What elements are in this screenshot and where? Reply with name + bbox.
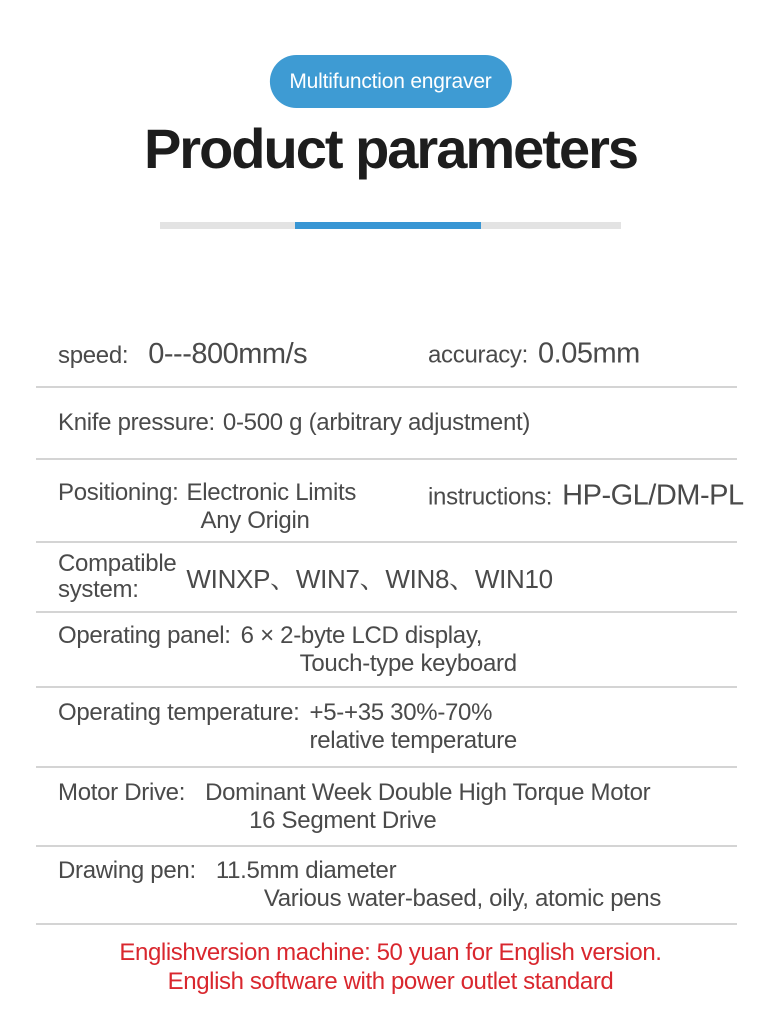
operating-temperature-pair	[58, 699, 517, 755]
footer-note-line1: Englishversion machine: 50 yuan for English version.	[119, 939, 662, 966]
param-row-knife-pressure	[36, 388, 737, 460]
motor-drive-value-line1: Dominant Week Double High Torque Motor	[205, 778, 651, 806]
positioning-value-line1: Electronic Limits	[186, 478, 357, 506]
parameters-table	[36, 322, 744, 925]
drawing-pen-value	[216, 857, 661, 913]
drawing-pen-value-line1: 11.5mm diameter	[215, 857, 397, 884]
title-divider	[160, 222, 621, 229]
knife-pressure-pair	[58, 409, 530, 437]
operating-panel-value-line1: 6 × 2-byte LCD display,	[240, 621, 483, 649]
compatible-system-label-line1: Compatible	[58, 550, 177, 577]
param-row-operating-temperature	[36, 688, 737, 768]
speed-label: speed:	[58, 341, 129, 369]
operating-temperature-value	[310, 699, 517, 755]
positioning-value	[186, 479, 356, 535]
page-title: Product parameters	[143, 117, 638, 180]
drawing-pen-pair	[58, 857, 661, 913]
instructions-value: HP-GL/DM-PL	[562, 479, 744, 512]
compatible-system-value: WINXP、WIN7、WIN8、WIN10	[186, 563, 553, 594]
accuracy-value: 0.05mm	[538, 337, 640, 370]
operating-panel-value	[241, 622, 517, 678]
motor-drive-pair	[58, 779, 650, 835]
speed-value: 0---800mm/s	[148, 337, 308, 370]
positioning-label: Positioning:	[58, 478, 179, 506]
footer-note	[0, 938, 781, 996]
operating-panel-pair	[58, 622, 517, 678]
footer-note-line2: English software with power outlet standard	[167, 968, 614, 995]
category-badge-label: Multifunction engraver	[289, 70, 492, 93]
category-badge	[269, 55, 511, 108]
operating-temperature-value-line1: +5-+35 30%-70%	[309, 699, 493, 726]
motor-drive-value-line2: 16 Segment Drive	[249, 806, 437, 834]
compatible-system-pair	[58, 551, 553, 603]
speed-pair	[58, 338, 307, 371]
compatible-system-label-line2: system:	[58, 576, 139, 603]
operating-panel-label: Operating panel:	[58, 621, 231, 649]
instructions-label: instructions:	[428, 483, 553, 511]
param-row-drawing-pen	[36, 847, 737, 925]
knife-pressure-value: 0-500 g (arbitrary adjustment)	[222, 409, 531, 436]
title-divider-accent	[295, 222, 481, 229]
motor-drive-value	[205, 779, 650, 835]
positioning-value-line2: Any Origin	[200, 506, 310, 534]
drawing-pen-label: Drawing pen:	[58, 857, 196, 884]
param-row-operating-panel	[36, 613, 737, 688]
operating-panel-value-line2: Touch-type keyboard	[299, 649, 517, 677]
operating-temperature-value-line2: relative temperature	[309, 727, 517, 754]
instructions-pair	[428, 479, 744, 512]
compatible-system-label	[58, 551, 176, 603]
drawing-pen-value-line2: Various water-based, oily, atomic pens	[263, 885, 662, 912]
param-row-compatible-system	[36, 543, 737, 613]
accuracy-pair	[428, 338, 640, 371]
knife-pressure-label: Knife pressure:	[58, 409, 215, 436]
operating-temperature-label: Operating temperature:	[58, 699, 300, 726]
accuracy-label: accuracy:	[428, 341, 529, 369]
param-row-positioning-instructions	[36, 460, 744, 543]
param-row-motor-drive	[36, 768, 737, 847]
positioning-pair	[58, 479, 356, 535]
param-row-speed-accuracy	[36, 322, 737, 388]
motor-drive-label: Motor Drive:	[58, 778, 186, 806]
